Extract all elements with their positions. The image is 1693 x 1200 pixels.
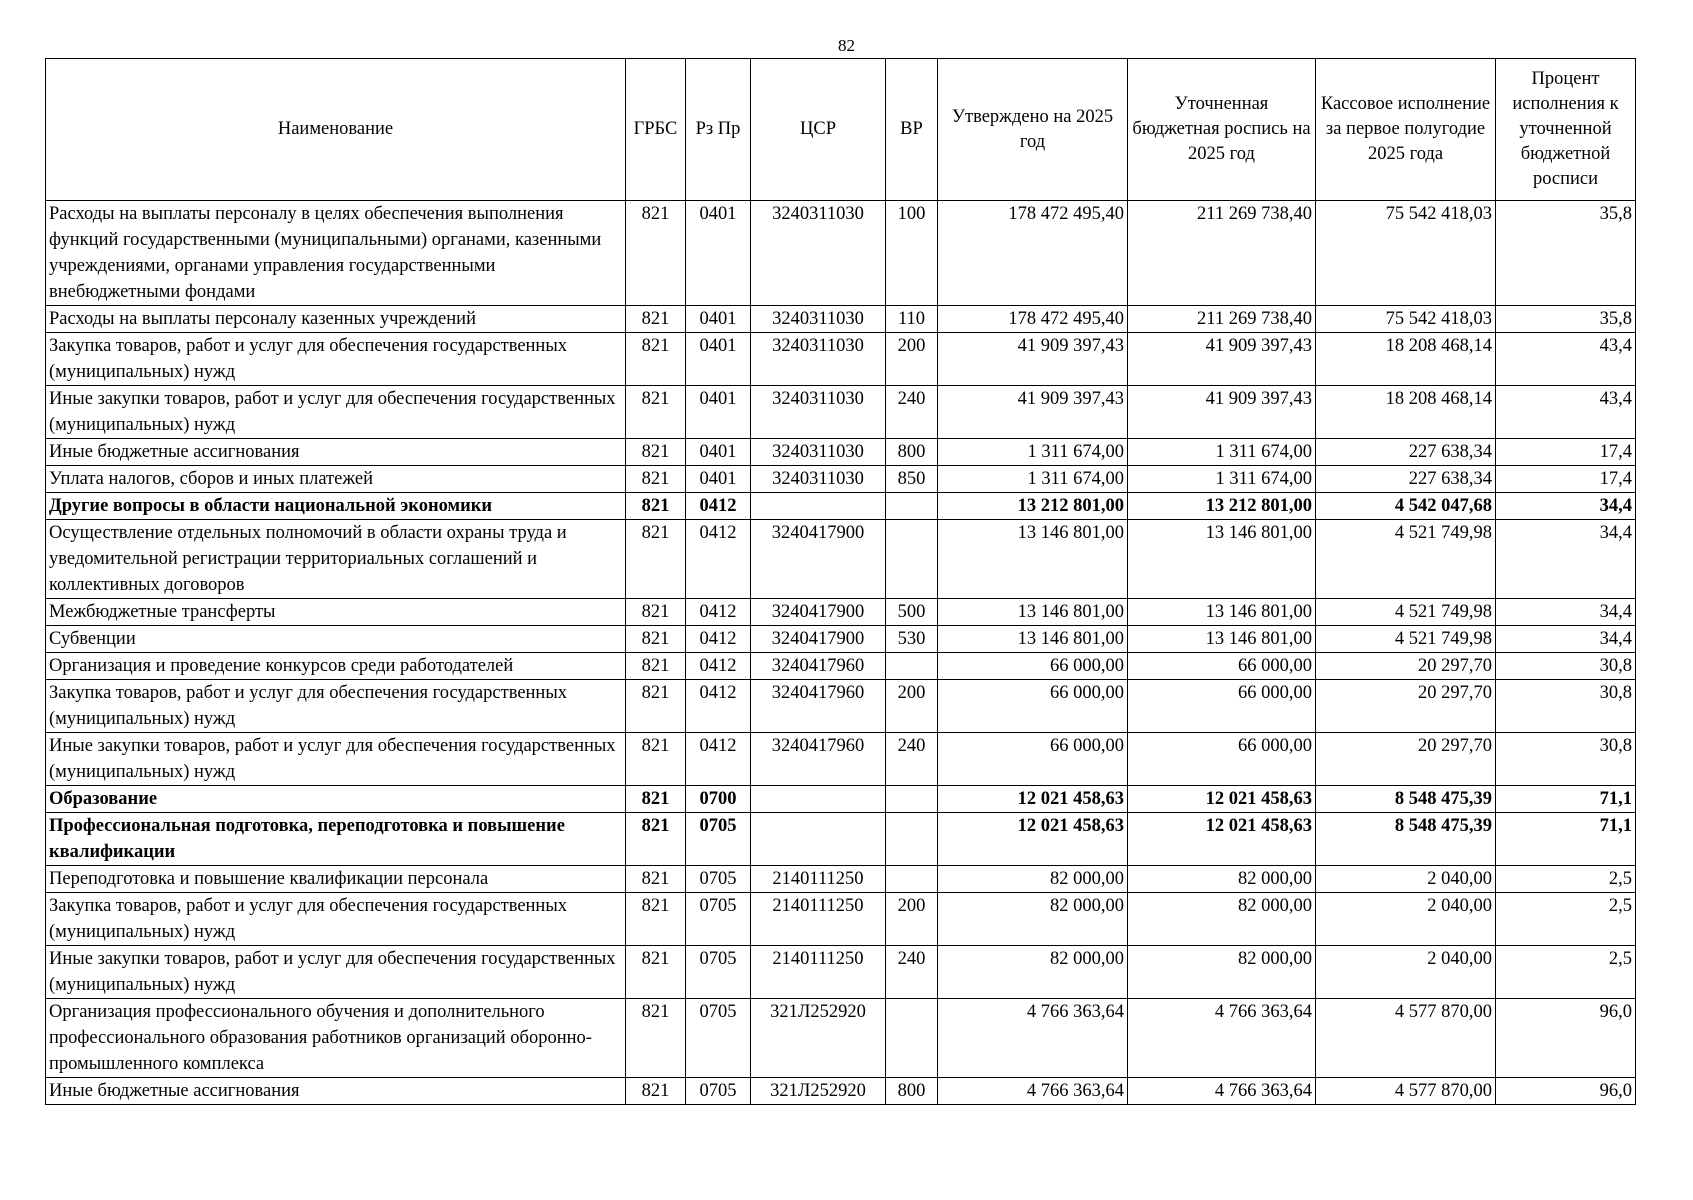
row-percent: 30,8 bbox=[1496, 653, 1636, 680]
row-approved: 4 766 363,64 bbox=[938, 999, 1128, 1078]
row-csr: 3240311030 bbox=[751, 466, 886, 493]
table-row bbox=[46, 386, 1636, 439]
row-rzpr: 0705 bbox=[686, 1078, 751, 1105]
row-name: Иные бюджетные ассигнования bbox=[46, 1078, 626, 1105]
row-cash: 4 521 749,98 bbox=[1316, 520, 1496, 599]
table-row bbox=[46, 466, 1636, 493]
row-refined: 82 000,00 bbox=[1128, 866, 1316, 893]
row-approved: 178 472 495,40 bbox=[938, 306, 1128, 333]
row-rzpr: 0401 bbox=[686, 333, 751, 386]
row-grbs: 821 bbox=[626, 466, 686, 493]
header-rzpr: Рз Пр bbox=[686, 59, 751, 201]
row-csr bbox=[751, 786, 886, 813]
row-refined: 13 146 801,00 bbox=[1128, 520, 1316, 599]
row-approved: 41 909 397,43 bbox=[938, 386, 1128, 439]
row-approved: 12 021 458,63 bbox=[938, 786, 1128, 813]
row-name: Закупка товаров, работ и услуг для обеспечения государственных (муниципальных) нужд bbox=[46, 893, 626, 946]
row-cash: 18 208 468,14 bbox=[1316, 333, 1496, 386]
page-number: 82 bbox=[838, 36, 855, 55]
row-percent: 30,8 bbox=[1496, 680, 1636, 733]
row-name: Другие вопросы в области национальной экономики bbox=[46, 493, 626, 520]
table-row bbox=[46, 333, 1636, 386]
row-vr: 800 bbox=[886, 1078, 938, 1105]
row-csr: 3240311030 bbox=[751, 386, 886, 439]
row-grbs: 821 bbox=[626, 626, 686, 653]
row-refined: 211 269 738,40 bbox=[1128, 306, 1316, 333]
table-row bbox=[46, 893, 1636, 946]
row-rzpr: 0412 bbox=[686, 680, 751, 733]
row-cash: 75 542 418,03 bbox=[1316, 201, 1496, 306]
row-rzpr: 0412 bbox=[686, 599, 751, 626]
row-cash: 227 638,34 bbox=[1316, 439, 1496, 466]
row-percent: 2,5 bbox=[1496, 946, 1636, 999]
row-name: Расходы на выплаты персоналу в целях обеспечения выполнения функций государственными (муниципальными) органами, казенными учреждениями, органами управления государственными внебюджетными фондами bbox=[46, 201, 626, 306]
row-percent: 96,0 bbox=[1496, 999, 1636, 1078]
row-approved: 4 766 363,64 bbox=[938, 1078, 1128, 1105]
row-csr: 2140111250 bbox=[751, 893, 886, 946]
row-rzpr: 0401 bbox=[686, 386, 751, 439]
table-row bbox=[46, 946, 1636, 999]
row-name: Переподготовка и повышение квалификации персонала bbox=[46, 866, 626, 893]
row-approved: 13 146 801,00 bbox=[938, 520, 1128, 599]
table-row bbox=[46, 520, 1636, 599]
table-row bbox=[46, 866, 1636, 893]
row-refined: 41 909 397,43 bbox=[1128, 333, 1316, 386]
row-grbs: 821 bbox=[626, 893, 686, 946]
row-percent: 35,8 bbox=[1496, 306, 1636, 333]
row-csr: 321Л252920 bbox=[751, 999, 886, 1078]
row-percent: 96,0 bbox=[1496, 1078, 1636, 1105]
row-name: Организация профессионального обучения и дополнительного профессионального образования работников организаций оборонно-промышленного комплекса bbox=[46, 999, 626, 1078]
table-row bbox=[46, 680, 1636, 733]
table-row bbox=[46, 999, 1636, 1078]
row-vr: 240 bbox=[886, 386, 938, 439]
row-approved: 1 311 674,00 bbox=[938, 466, 1128, 493]
row-refined: 82 000,00 bbox=[1128, 893, 1316, 946]
row-percent: 34,4 bbox=[1496, 599, 1636, 626]
row-csr: 2140111250 bbox=[751, 946, 886, 999]
row-vr: 850 bbox=[886, 466, 938, 493]
row-cash: 2 040,00 bbox=[1316, 946, 1496, 999]
row-percent: 34,4 bbox=[1496, 520, 1636, 599]
row-grbs: 821 bbox=[626, 520, 686, 599]
row-name: Уплата налогов, сборов и иных платежей bbox=[46, 466, 626, 493]
row-rzpr: 0401 bbox=[686, 466, 751, 493]
row-csr bbox=[751, 813, 886, 866]
row-csr: 3240417900 bbox=[751, 520, 886, 599]
header-cash: Кассовое исполнение за первое полугодие 2025 года bbox=[1316, 59, 1496, 201]
row-vr: 530 bbox=[886, 626, 938, 653]
row-approved: 66 000,00 bbox=[938, 653, 1128, 680]
table-row bbox=[46, 493, 1636, 520]
table-row bbox=[46, 786, 1636, 813]
row-cash: 75 542 418,03 bbox=[1316, 306, 1496, 333]
row-rzpr: 0412 bbox=[686, 493, 751, 520]
row-rzpr: 0401 bbox=[686, 201, 751, 306]
row-rzpr: 0412 bbox=[686, 733, 751, 786]
row-refined: 211 269 738,40 bbox=[1128, 201, 1316, 306]
row-cash: 8 548 475,39 bbox=[1316, 813, 1496, 866]
row-csr: 3240417960 bbox=[751, 680, 886, 733]
row-cash: 20 297,70 bbox=[1316, 653, 1496, 680]
row-rzpr: 0412 bbox=[686, 653, 751, 680]
row-refined: 82 000,00 bbox=[1128, 946, 1316, 999]
row-name: Субвенции bbox=[46, 626, 626, 653]
row-percent: 34,4 bbox=[1496, 493, 1636, 520]
row-csr: 3240417960 bbox=[751, 653, 886, 680]
row-cash: 227 638,34 bbox=[1316, 466, 1496, 493]
row-name: Иные закупки товаров, работ и услуг для обеспечения государственных (муниципальных) нужд bbox=[46, 386, 626, 439]
row-name: Межбюджетные трансферты bbox=[46, 599, 626, 626]
row-approved: 13 146 801,00 bbox=[938, 626, 1128, 653]
row-csr: 3240311030 bbox=[751, 333, 886, 386]
row-vr: 100 bbox=[886, 201, 938, 306]
row-csr: 3240311030 bbox=[751, 201, 886, 306]
header-row bbox=[46, 59, 1636, 201]
row-approved: 1 311 674,00 bbox=[938, 439, 1128, 466]
row-vr bbox=[886, 786, 938, 813]
row-refined: 66 000,00 bbox=[1128, 733, 1316, 786]
row-rzpr: 0401 bbox=[686, 306, 751, 333]
row-rzpr: 0412 bbox=[686, 520, 751, 599]
budget-table bbox=[45, 58, 1636, 1105]
row-grbs: 821 bbox=[626, 786, 686, 813]
row-csr: 321Л252920 bbox=[751, 1078, 886, 1105]
row-refined: 13 146 801,00 bbox=[1128, 626, 1316, 653]
row-percent: 43,4 bbox=[1496, 386, 1636, 439]
row-cash: 20 297,70 bbox=[1316, 680, 1496, 733]
row-refined: 13 146 801,00 bbox=[1128, 599, 1316, 626]
row-vr: 200 bbox=[886, 333, 938, 386]
row-rzpr: 0700 bbox=[686, 786, 751, 813]
row-approved: 13 146 801,00 bbox=[938, 599, 1128, 626]
row-name: Расходы на выплаты персоналу казенных учреждений bbox=[46, 306, 626, 333]
row-percent: 34,4 bbox=[1496, 626, 1636, 653]
row-name: Иные закупки товаров, работ и услуг для обеспечения государственных (муниципальных) нужд bbox=[46, 733, 626, 786]
row-vr: 800 bbox=[886, 439, 938, 466]
row-name: Закупка товаров, работ и услуг для обеспечения государственных (муниципальных) нужд bbox=[46, 680, 626, 733]
row-grbs: 821 bbox=[626, 201, 686, 306]
row-approved: 13 212 801,00 bbox=[938, 493, 1128, 520]
header-vr: ВР bbox=[886, 59, 938, 201]
row-grbs: 821 bbox=[626, 866, 686, 893]
row-cash: 4 577 870,00 bbox=[1316, 999, 1496, 1078]
row-refined: 13 212 801,00 bbox=[1128, 493, 1316, 520]
row-grbs: 821 bbox=[626, 1078, 686, 1105]
row-cash: 2 040,00 bbox=[1316, 893, 1496, 946]
row-approved: 66 000,00 bbox=[938, 680, 1128, 733]
row-percent: 35,8 bbox=[1496, 201, 1636, 306]
row-rzpr: 0412 bbox=[686, 626, 751, 653]
row-refined: 12 021 458,63 bbox=[1128, 813, 1316, 866]
row-cash: 8 548 475,39 bbox=[1316, 786, 1496, 813]
row-vr bbox=[886, 866, 938, 893]
row-name: Профессиональная подготовка, переподготовка и повышение квалификации bbox=[46, 813, 626, 866]
table-row bbox=[46, 733, 1636, 786]
row-grbs: 821 bbox=[626, 946, 686, 999]
row-name: Иные бюджетные ассигнования bbox=[46, 439, 626, 466]
row-approved: 82 000,00 bbox=[938, 946, 1128, 999]
row-rzpr: 0705 bbox=[686, 999, 751, 1078]
row-cash: 20 297,70 bbox=[1316, 733, 1496, 786]
row-cash: 2 040,00 bbox=[1316, 866, 1496, 893]
row-csr: 3240311030 bbox=[751, 439, 886, 466]
row-rzpr: 0705 bbox=[686, 893, 751, 946]
table-row bbox=[46, 599, 1636, 626]
row-grbs: 821 bbox=[626, 813, 686, 866]
row-grbs: 821 bbox=[626, 680, 686, 733]
row-refined: 41 909 397,43 bbox=[1128, 386, 1316, 439]
table-row bbox=[46, 201, 1636, 306]
row-percent: 43,4 bbox=[1496, 333, 1636, 386]
row-rzpr: 0705 bbox=[686, 813, 751, 866]
row-name: Образование bbox=[46, 786, 626, 813]
row-csr: 3240417900 bbox=[751, 599, 886, 626]
row-grbs: 821 bbox=[626, 653, 686, 680]
header-percent: Процент исполнения к уточненной бюджетной росписи bbox=[1496, 59, 1636, 201]
row-vr: 200 bbox=[886, 893, 938, 946]
row-csr bbox=[751, 493, 886, 520]
row-vr: 240 bbox=[886, 733, 938, 786]
table-row bbox=[46, 813, 1636, 866]
row-cash: 4 521 749,98 bbox=[1316, 599, 1496, 626]
table-row bbox=[46, 1078, 1636, 1105]
row-approved: 41 909 397,43 bbox=[938, 333, 1128, 386]
row-name: Закупка товаров, работ и услуг для обеспечения государственных (муниципальных) нужд bbox=[46, 333, 626, 386]
row-percent: 2,5 bbox=[1496, 866, 1636, 893]
table-row bbox=[46, 653, 1636, 680]
row-csr: 3240311030 bbox=[751, 306, 886, 333]
row-percent: 71,1 bbox=[1496, 786, 1636, 813]
row-grbs: 821 bbox=[626, 333, 686, 386]
header-grbs: ГРБС bbox=[626, 59, 686, 201]
header-refined: Уточненная бюджетная роспись на 2025 год bbox=[1128, 59, 1316, 201]
row-rzpr: 0705 bbox=[686, 946, 751, 999]
row-vr bbox=[886, 493, 938, 520]
row-vr bbox=[886, 653, 938, 680]
header-approved: Утверждено на 2025 год bbox=[938, 59, 1128, 201]
header-name: Наименование bbox=[46, 59, 626, 201]
header-csr: ЦСР bbox=[751, 59, 886, 201]
row-name: Организация и проведение конкурсов среди работодателей bbox=[46, 653, 626, 680]
row-vr bbox=[886, 520, 938, 599]
row-grbs: 821 bbox=[626, 999, 686, 1078]
row-refined: 66 000,00 bbox=[1128, 653, 1316, 680]
table-row bbox=[46, 439, 1636, 466]
row-csr: 3240417960 bbox=[751, 733, 886, 786]
row-vr bbox=[886, 813, 938, 866]
row-refined: 12 021 458,63 bbox=[1128, 786, 1316, 813]
row-grbs: 821 bbox=[626, 386, 686, 439]
row-grbs: 821 bbox=[626, 493, 686, 520]
row-percent: 17,4 bbox=[1496, 466, 1636, 493]
row-csr: 3240417900 bbox=[751, 626, 886, 653]
row-grbs: 821 bbox=[626, 439, 686, 466]
row-rzpr: 0401 bbox=[686, 439, 751, 466]
row-approved: 82 000,00 bbox=[938, 866, 1128, 893]
row-approved: 12 021 458,63 bbox=[938, 813, 1128, 866]
row-rzpr: 0705 bbox=[686, 866, 751, 893]
row-refined: 1 311 674,00 bbox=[1128, 466, 1316, 493]
row-refined: 4 766 363,64 bbox=[1128, 1078, 1316, 1105]
row-name: Иные закупки товаров, работ и услуг для обеспечения государственных (муниципальных) нужд bbox=[46, 946, 626, 999]
row-percent: 17,4 bbox=[1496, 439, 1636, 466]
row-refined: 1 311 674,00 bbox=[1128, 439, 1316, 466]
row-vr: 500 bbox=[886, 599, 938, 626]
row-refined: 66 000,00 bbox=[1128, 680, 1316, 733]
row-percent: 71,1 bbox=[1496, 813, 1636, 866]
row-cash: 18 208 468,14 bbox=[1316, 386, 1496, 439]
row-approved: 178 472 495,40 bbox=[938, 201, 1128, 306]
row-percent: 30,8 bbox=[1496, 733, 1636, 786]
table-row bbox=[46, 626, 1636, 653]
row-grbs: 821 bbox=[626, 306, 686, 333]
row-vr: 110 bbox=[886, 306, 938, 333]
row-approved: 82 000,00 bbox=[938, 893, 1128, 946]
row-vr: 240 bbox=[886, 946, 938, 999]
row-cash: 4 542 047,68 bbox=[1316, 493, 1496, 520]
row-cash: 4 521 749,98 bbox=[1316, 626, 1496, 653]
row-grbs: 821 bbox=[626, 599, 686, 626]
row-percent: 2,5 bbox=[1496, 893, 1636, 946]
row-vr bbox=[886, 999, 938, 1078]
row-csr: 2140111250 bbox=[751, 866, 886, 893]
row-name: Осуществление отдельных полномочий в области охраны труда и уведомительной регистрации территориальных соглашений и коллективных договоров bbox=[46, 520, 626, 599]
table-row bbox=[46, 306, 1636, 333]
row-refined: 4 766 363,64 bbox=[1128, 999, 1316, 1078]
row-grbs: 821 bbox=[626, 733, 686, 786]
row-approved: 66 000,00 bbox=[938, 733, 1128, 786]
row-vr: 200 bbox=[886, 680, 938, 733]
row-cash: 4 577 870,00 bbox=[1316, 1078, 1496, 1105]
